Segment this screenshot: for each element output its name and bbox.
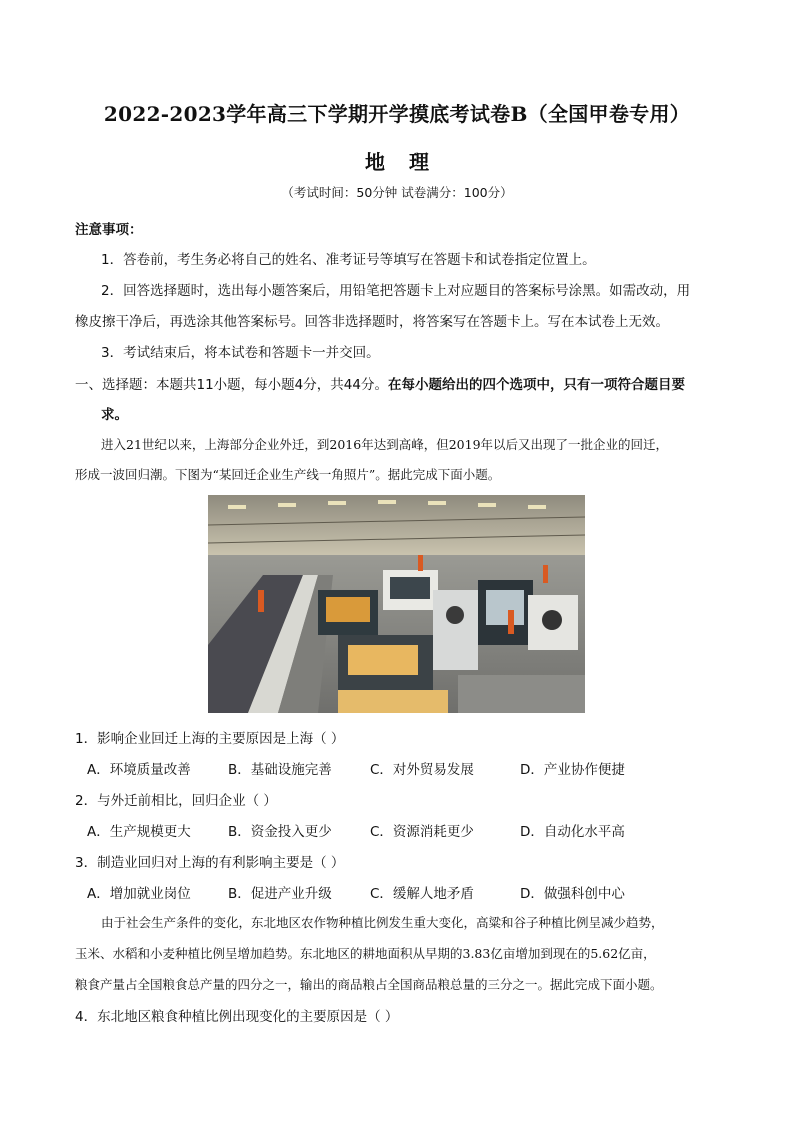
subject-char-2: 理 <box>409 150 429 174</box>
question-3-stem: 3．制造业回归对上海的有利影响主要是（ ） <box>75 855 345 871</box>
question-1-stem: 1．影响企业回迁上海的主要原因是上海（ ） <box>75 731 345 747</box>
factory-photo-illustration <box>208 495 585 713</box>
question-3-option-d[interactable]: D．做强科创中心 <box>520 886 625 902</box>
question-3-option-b[interactable]: B．促进产业升级 <box>228 886 332 902</box>
exam-info: （考试时间：50分钟 试卷满分：100分） <box>281 185 513 200</box>
question-1-option-b[interactable]: B．基础设施完善 <box>228 762 332 778</box>
question-2-option-a[interactable]: A．生产规模更大 <box>87 824 191 840</box>
factory-production-line-photo <box>208 495 585 713</box>
question-2-option-b[interactable]: B．资金投入更少 <box>228 824 332 840</box>
section-heading-cont: 求。 <box>101 407 128 423</box>
exam-title: 2022-2023学年高三下学期开学摸底考试卷B（全国甲卷专用） <box>103 102 691 126</box>
question-3-option-c[interactable]: C．缓解人地矛盾 <box>370 886 474 902</box>
notice-heading: 注意事项： <box>75 222 143 238</box>
notice-item-2-cont: 橡皮擦干净后，再选涂其他答案标号。回答非选择题时，将答案写在答题卡上。写在本试卷上无效。 <box>75 314 669 330</box>
notice-item-3: 3．考试结束后，将本试卷和答题卡一并交回。 <box>101 345 380 361</box>
passage1-line-2: 形成一波回归潮。下图为“某回迁企业生产线一角照片”。据此完成下面小题。 <box>75 467 501 482</box>
section-heading-text: 一、选择题：本题共11小题，每小题4分，共44分。 <box>75 377 388 393</box>
subject-char-1: 地 <box>365 150 385 174</box>
passage2-line-2: 玉米、水稻和小麦种植比例呈增加趋势。东北地区的耕地面积从早期的3.83亿亩增加到现在的5.62亿亩， <box>75 946 656 961</box>
question-3-option-a[interactable]: A．增加就业岗位 <box>87 886 191 902</box>
question-2-option-d[interactable]: D．自动化水平高 <box>520 824 625 840</box>
passage1-line-1: 进入21世纪以来，上海部分企业外迁，到2016年达到高峰，但2019年以后又出现了一批企业的回迁， <box>101 437 669 452</box>
passage2-line-3: 粮食产量占全国粮食总产量的四分之一，输出的商品粮占全国商品粮总量的三分之一。据此完成下面小题。 <box>75 977 663 992</box>
question-2-option-c[interactable]: C．资源消耗更少 <box>370 824 474 840</box>
section-heading-bold: 在每小题给出的四个选项中，只有一项符合题目要 <box>387 377 685 393</box>
question-1-option-c[interactable]: C．对外贸易发展 <box>370 762 474 778</box>
notice-item-2: 2．回答选择题时，选出每小题答案后，用铅笔把答题卡上对应题目的答案标号涂黑。如需改动，用 <box>101 283 691 299</box>
passage2-line-1: 由于社会生产条件的变化，东北地区农作物种植比例发生重大变化，高粱和谷子种植比例呈减少趋势， <box>101 915 664 930</box>
notice-item-1: 1．答卷前，考生务必将自己的姓名、准考证号等填写在答题卡和试卷指定位置上。 <box>101 252 596 268</box>
section-heading <box>75 373 685 393</box>
question-2-stem: 2．与外迁前相比，回归企业（ ） <box>75 793 277 809</box>
question-4-stem: 4．东北地区粮食种植比例出现变化的主要原因是（ ） <box>75 1009 399 1025</box>
question-1-option-d[interactable]: D．产业协作便捷 <box>520 762 625 778</box>
subject-heading <box>0 146 794 175</box>
question-1-option-a[interactable]: A．环境质量改善 <box>87 762 191 778</box>
